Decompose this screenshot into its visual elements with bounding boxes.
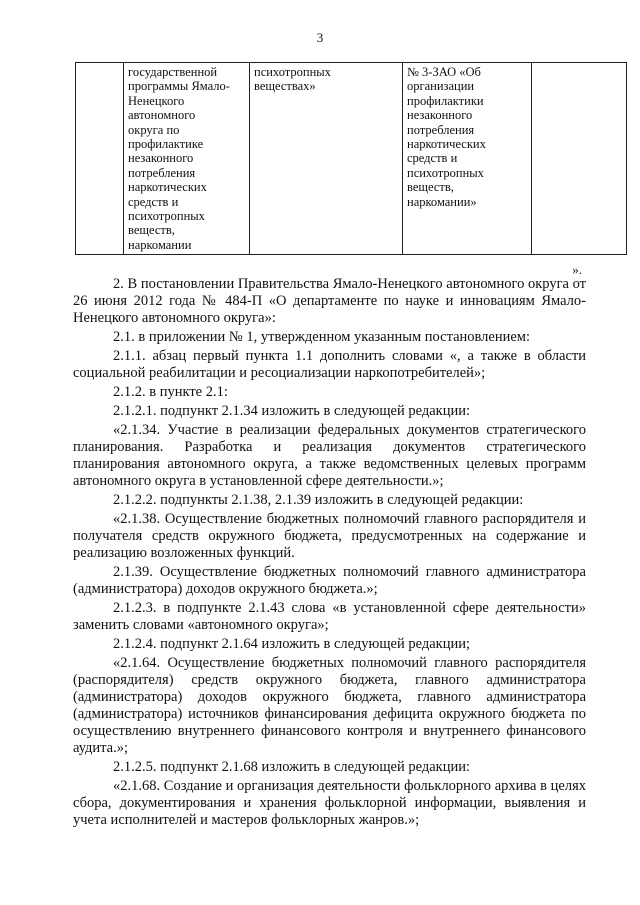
paragraph: 2.1.1. абзац первый пункта 1.1 дополнить словами «, а также в области социальной реабилитации и ресоциализации наркопотребителей»; (73, 348, 586, 381)
paragraph: 2.1. в приложении № 1, утвержденном указанным постановлением: (113, 328, 531, 345)
table-cell: № 3-ЗАО «Об организации профилактики незаконного потребления наркотических средств и психотропных веществ, наркомании» (403, 63, 532, 255)
paragraph: «2.1.68. Создание и организация деятельности фольклорного архива в целях сбора, документирования и хранения фольклорной информации, выявления и учета исполнителей и мастеров фольклорных жанров.»; (73, 777, 586, 828)
paragraph: «2.1.64. Осуществление бюджетных полномочий главного распорядителя (распорядителя) средств окружного бюджета, главного администратора (администратора) доходов окружного бюджета, главного администратора (администратора) источников финансирования дефицита окружного бюджета по осуществлению внутреннего финансового контроля и внутреннего финансового аудита.»; (73, 655, 586, 756)
table-cell (76, 63, 124, 255)
table-fragment (75, 62, 627, 255)
table-cell: государственной программы Ямало- Ненецкого автономного округа по профилактике незаконного потребления наркотических средств и психотропных веществ, наркомании (124, 63, 250, 255)
table-row (76, 63, 627, 255)
paragraph: 2.1.2. в пункте 2.1: (113, 384, 228, 400)
paragraph: 2.1.2.1. подпункт 2.1.34 изложить в следующей редакции: (113, 403, 471, 420)
paragraph: 2.1.39. Осуществление бюджетных полномочий главного администратора (администратора) доходов окружного бюджета.»; (73, 564, 586, 597)
closing-quote: ». (572, 262, 582, 277)
table-cell: психотропных веществах» (250, 63, 403, 255)
table-cell (532, 63, 627, 255)
page-number: 3 (316, 30, 324, 45)
document-body (73, 276, 586, 831)
paragraph: 2. В постановлении Правительства Ямало-Ненецкого автономного округа от 26 июня 2012 года № 484-П «О департаменте по науке и инновациям Ямало-Ненецкого автономного округа»: (73, 276, 586, 326)
paragraph: 2.1.2.5. подпункт 2.1.68 изложить в следующей редакции: (113, 758, 471, 775)
paragraph: «2.1.34. Участие в реализации федеральных документов стратегического планирования. Разработка и реализация документов стратегического планирования автономного округа, а также ведомственных целевых программ автономного округа в установленной сфере деятельности.»; (73, 422, 586, 489)
paragraph: «2.1.38. Осуществление бюджетных полномочий главного распорядителя и получателя средств окружного бюджета, предусмотренных на содержание и реализацию возложенных функций. (73, 511, 586, 561)
paragraph: 2.1.2.3. в подпункте 2.1.43 слова «в установленной сфере деятельности» заменить словами «автономного округа»; (73, 600, 586, 633)
paragraph: 2.1.2.2. подпункты 2.1.38, 2.1.39 изложить в следующей редакции: (113, 492, 524, 508)
paragraph: 2.1.2.4. подпункт 2.1.64 изложить в следующей редакции; (113, 636, 471, 652)
